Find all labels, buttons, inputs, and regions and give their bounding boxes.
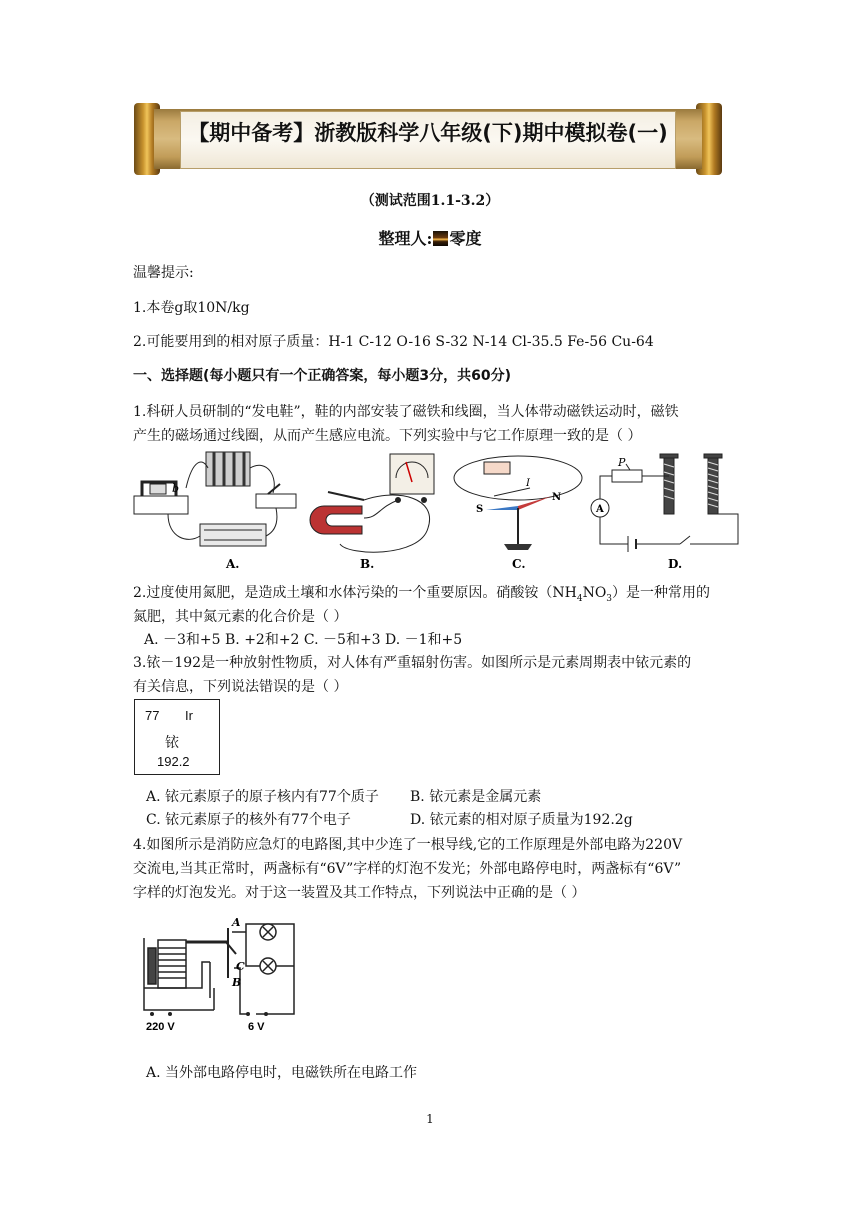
figure-a <box>134 452 296 571</box>
organizer-label: 整理人: <box>378 229 433 248</box>
fig-c-label-s: S <box>476 504 484 515</box>
organizer-name: 零度 <box>449 229 482 248</box>
q2-text-line2: 氮肥，其中氮元素的化合价是（ ） <box>133 609 348 625</box>
q2-subscript-3: 3 <box>606 593 613 604</box>
tip-1: 1.本卷g取10N/kg <box>133 300 250 316</box>
q2-line1-text: 2.过度使用氮肥，是造成土壤和水体污染的一个重要原因。硝酸铵（NH <box>133 585 577 601</box>
q1-text-line1: 1.科研人员研制的“发电鞋”，鞋的内部安装了磁铁和线圈，当人体带动磁铁运动时，磁铁 <box>133 404 679 420</box>
figure-c <box>454 456 582 571</box>
q2-text-line1 <box>133 582 710 604</box>
figure-b <box>310 454 434 571</box>
q4-label-c: C <box>236 960 245 973</box>
q1-text-line2: 产生的磁场通过线圈，从而产生感应电流。下列实验中与它工作原理一致的是（ ） <box>133 428 642 444</box>
document-title: 【期中备考】浙教版科学八年级(下)期中模拟卷(一) <box>188 121 668 145</box>
q4-text-line2: 交流电,当其正常时，两盏标有“6V”字样的灯泡不发光；外部电路停电时，两盏标有“6V” <box>133 861 682 877</box>
figure-d <box>591 454 738 571</box>
section-heading: 一、选择题(每小题只有一个正确答案，每小题3分，共60分) <box>133 368 512 384</box>
q3-text-line2: 有关信息，下列说法错误的是（ ） <box>133 679 348 695</box>
q4-label-220v: 220 V <box>146 1021 175 1032</box>
q2-line1-end: ）是一种常用的 <box>612 585 711 601</box>
q4-label-a: A <box>232 918 241 929</box>
q4-text-line1: 4.如图所示是消防应急灯的电路图,其中少连了一根导线,它的工作原理是外部电路为220V <box>133 837 683 853</box>
fig-d-label-p: P <box>618 456 626 469</box>
q3-option-c: C. 铱元素原子的核外有77个电子 <box>146 812 351 828</box>
element-mass: 192.2 <box>157 754 190 769</box>
sunset-icon <box>433 231 448 246</box>
element-number: 77 <box>145 708 160 723</box>
fig-label-a: A. <box>226 557 240 571</box>
fig-d-label-a: A <box>596 504 604 515</box>
fig-label-d: D. <box>668 557 683 571</box>
fig-c-label-i: I <box>526 478 530 489</box>
q4-circuit-figure <box>136 918 306 1032</box>
q2-options: A. －3和+5 B. +2和+2 C. －5和+3 D. －1和+5 <box>144 632 463 648</box>
tip-2: 2.可能要用到的相对原子质量：H-1 C-12 O-16 S-32 N-14 Cl-35.5 Fe-56 Cu-64 <box>133 334 654 350</box>
title-banner <box>134 103 722 175</box>
fig-a-label-b: b <box>172 482 180 495</box>
organizer-line <box>0 226 860 249</box>
fig-label-b: B. <box>360 557 375 571</box>
q4-label-b: B <box>232 976 242 989</box>
q3-option-a: A. 铱元素原子的原子核内有77个质子 <box>146 789 379 805</box>
q4-option-a: A. 当外部电路停电时，电磁铁所在电路工作 <box>146 1065 418 1081</box>
element-symbol: Ir <box>185 708 193 723</box>
q3-option-d: D. 铱元素的相对原子质量为192.2g <box>410 812 633 828</box>
q2-subscript-4: 4 <box>576 593 583 604</box>
test-scope: （测试范围1.1-3.2） <box>360 193 500 209</box>
element-card-iridium <box>134 699 220 775</box>
q3-text-line1: 3.铱－192是一种放射性物质，对人体有严重辐射伤害。如图所示是元素周期表中铱元素的 <box>133 655 692 671</box>
fig-c-label-n: N <box>552 492 562 503</box>
page-number: 1 <box>426 1112 434 1126</box>
q2-formula-no: NO <box>582 585 607 601</box>
q1-figures <box>128 448 748 576</box>
q3-option-b: B. 铱元素是金属元素 <box>410 789 542 805</box>
tips-heading: 温馨提示: <box>133 265 194 281</box>
fig-label-c: C. <box>512 557 526 571</box>
element-name: 铱 <box>165 734 179 750</box>
q4-label-6v: 6 V <box>248 1021 265 1032</box>
q4-text-line3: 字样的灯泡发光。对于这一装置及其工作特点，下列说法中正确的是（ ） <box>133 885 586 901</box>
